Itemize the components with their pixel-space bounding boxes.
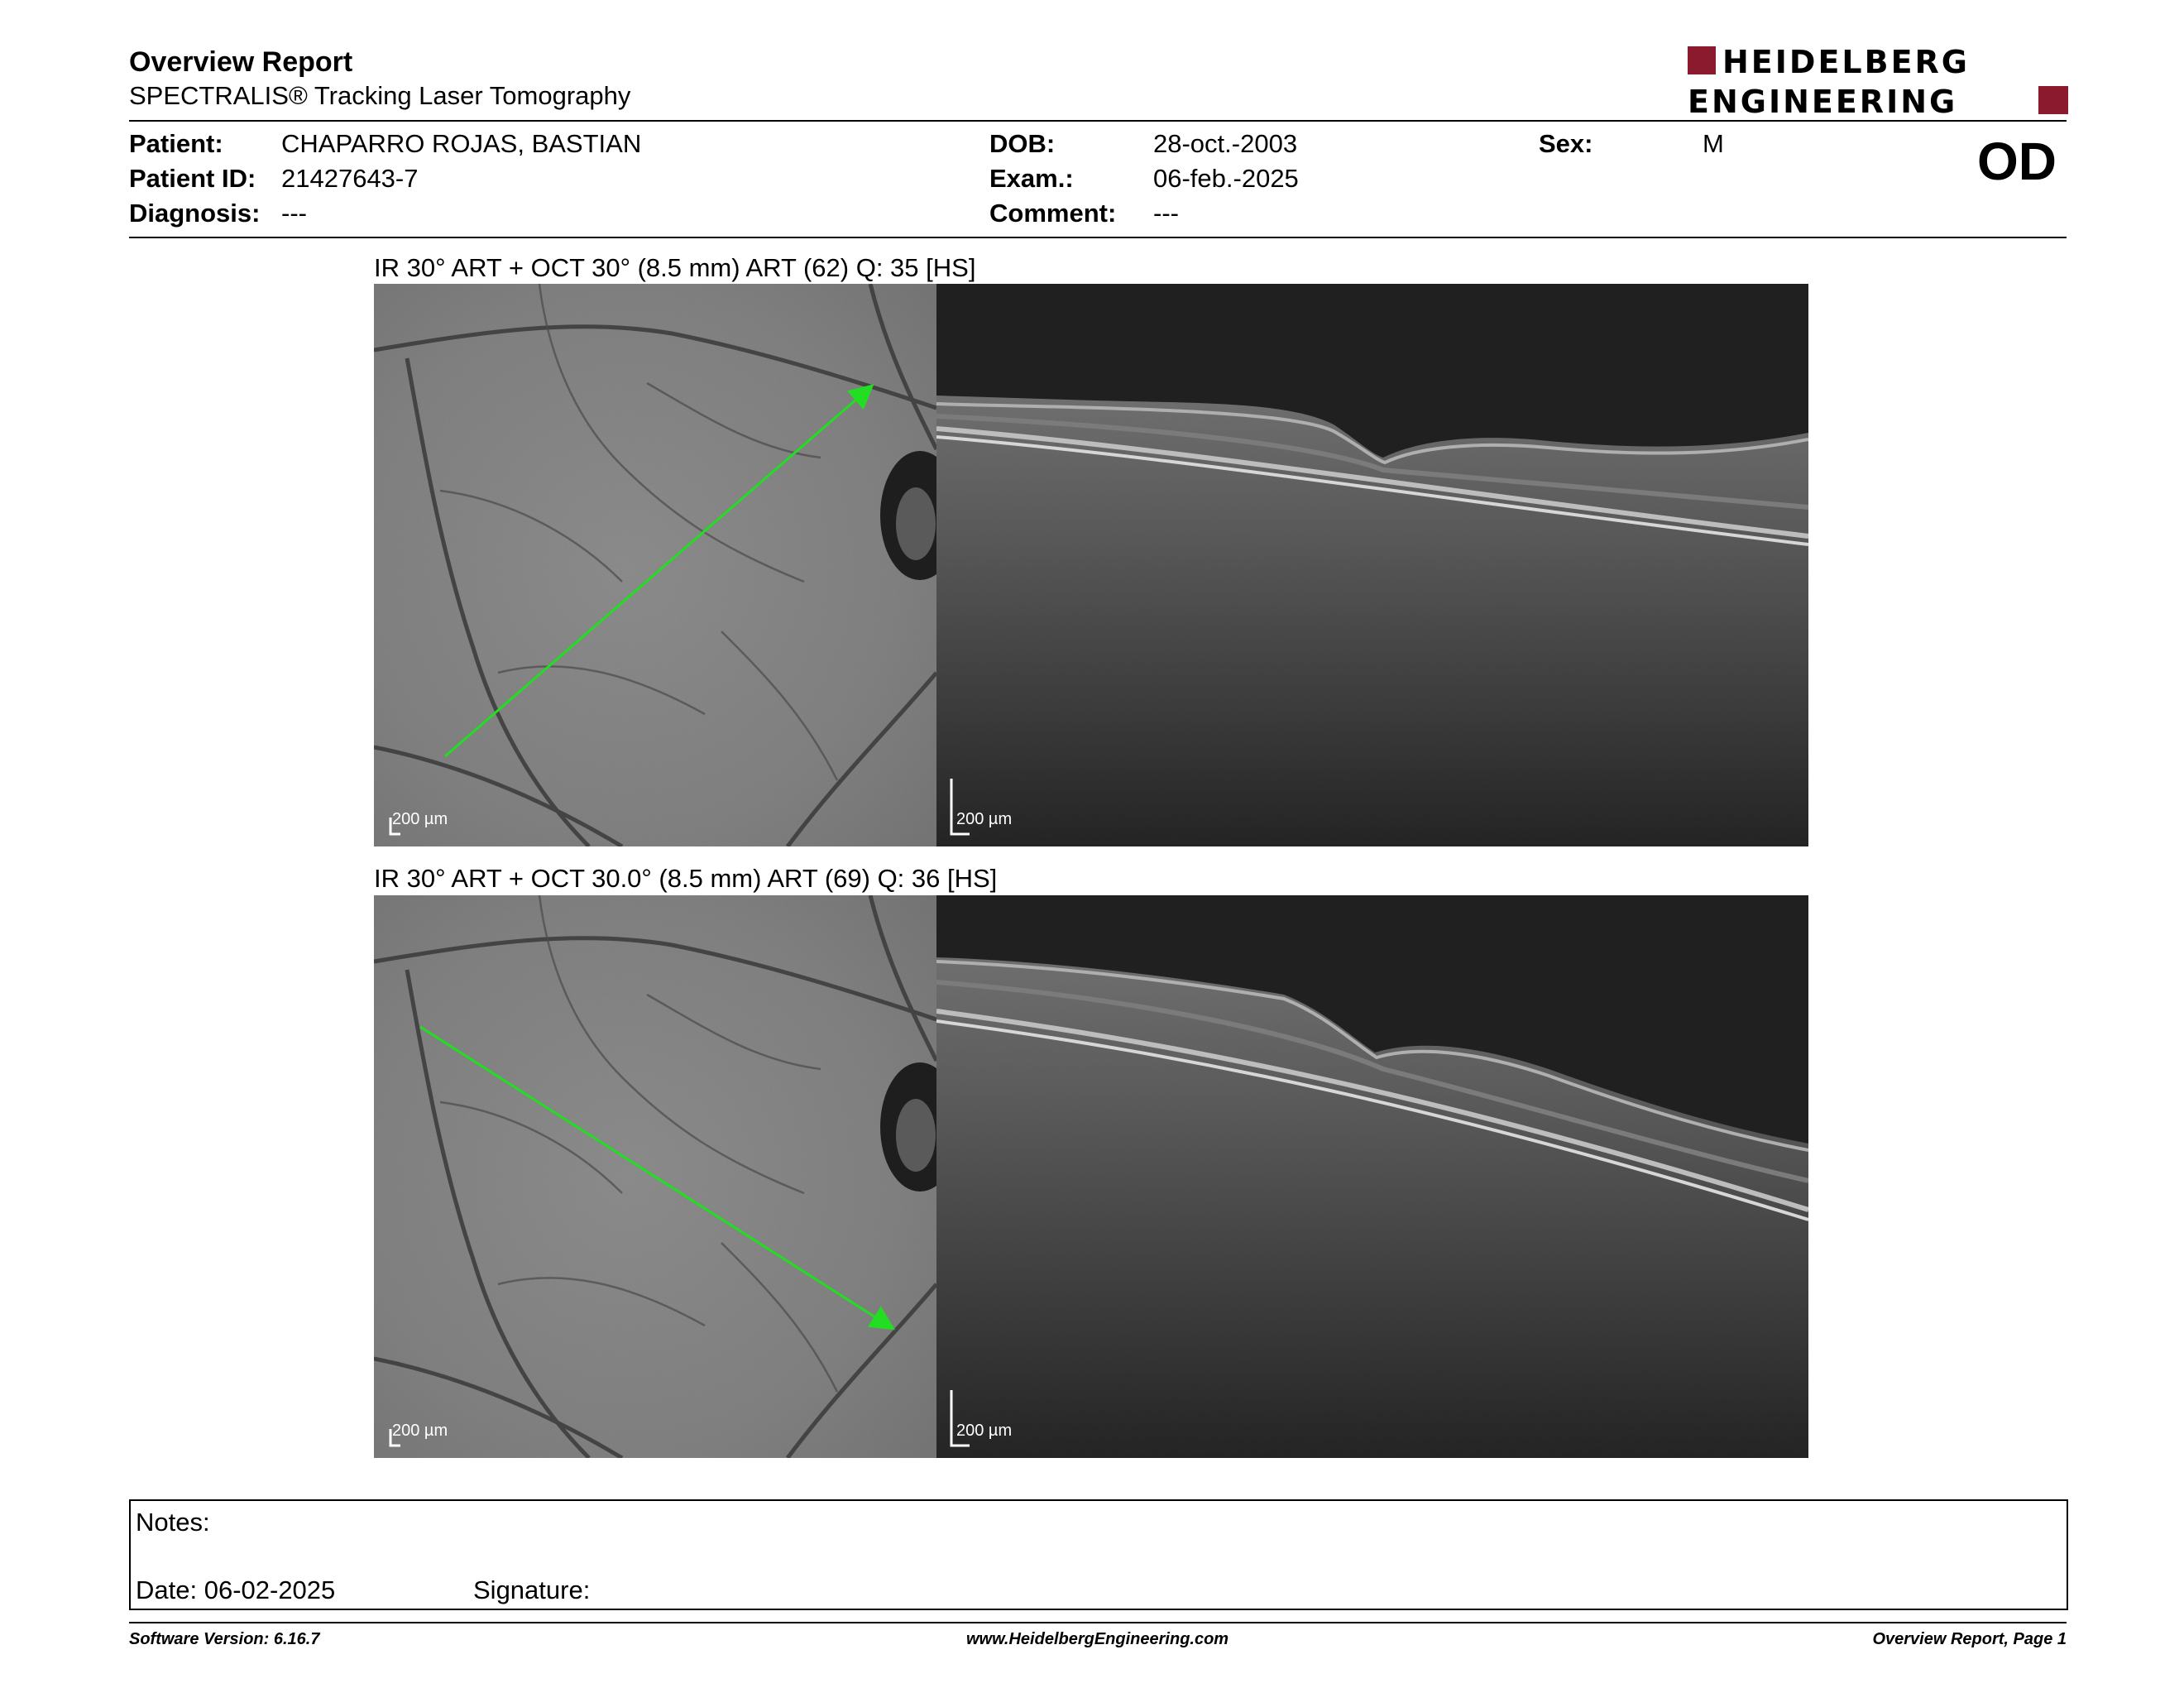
report-subtitle: SPECTRALIS® Tracking Laser Tomography xyxy=(129,81,631,110)
comment-value: --- xyxy=(1153,199,1179,228)
signature-label: Signature: xyxy=(473,1575,591,1604)
scan-2-oct-bscan-image xyxy=(936,895,1808,1458)
notes-label: Notes: xyxy=(136,1508,210,1537)
notes-box xyxy=(129,1499,2068,1610)
exam-label: Exam.: xyxy=(989,164,1074,193)
patient-id: 21427643-7 xyxy=(281,164,419,193)
logo-text-line1: HEIDELBERG xyxy=(1722,46,1970,80)
scan-2-oct-scale: 200 µm xyxy=(956,1422,1013,1440)
date-label: Date: 06-02-2025 xyxy=(136,1575,336,1604)
sex-value: M xyxy=(1703,129,1724,158)
website-link[interactable]: www.HeidelbergEngineering.com xyxy=(966,1630,1229,1648)
scan-1-oct-bscan-image xyxy=(936,284,1808,846)
exam-value: 06-feb.-2025 xyxy=(1153,164,1299,193)
diagnosis-label: Diagnosis: xyxy=(129,199,261,228)
scan-2-ir-fundus-image xyxy=(374,895,936,1458)
eye-indicator: OD xyxy=(1977,132,2057,191)
sex-label: Sex: xyxy=(1539,129,1593,158)
header-divider xyxy=(129,120,2067,122)
scan-1-ir-fundus-image xyxy=(374,284,936,846)
scan-1-caption: IR 30° ART + OCT 30° (8.5 mm) ART (62) Q: 35 [HS] xyxy=(374,253,976,282)
report-title: Overview Report xyxy=(129,46,353,78)
dob-value: 28-oct.-2003 xyxy=(1153,129,1298,158)
heidelberg-logo xyxy=(1688,46,2068,117)
patient-divider xyxy=(129,237,2067,238)
patient-label: Patient: xyxy=(129,129,223,158)
scan-2-caption: IR 30° ART + OCT 30.0° (8.5 mm) ART (69) Q: 36 [HS] xyxy=(374,864,998,893)
scan-2-ir-scale: 200 µm xyxy=(392,1422,448,1440)
patient-name: CHAPARRO ROJAS, BASTIAN xyxy=(281,129,642,158)
footer-divider xyxy=(129,1622,2067,1623)
diagnosis-value: --- xyxy=(281,199,307,228)
scan-1-oct-scale: 200 µm xyxy=(956,810,1013,828)
dob-label: DOB: xyxy=(989,129,1056,158)
software-version: Software Version: 6.16.7 xyxy=(129,1630,320,1648)
logo-text-line2: ENGINEERING xyxy=(1688,84,1958,117)
comment-label: Comment: xyxy=(989,199,1117,228)
page-number: Overview Report, Page 1 xyxy=(1872,1630,2067,1648)
patient-id-label: Patient ID: xyxy=(129,164,256,193)
scan-1-ir-scale: 200 µm xyxy=(392,810,448,828)
